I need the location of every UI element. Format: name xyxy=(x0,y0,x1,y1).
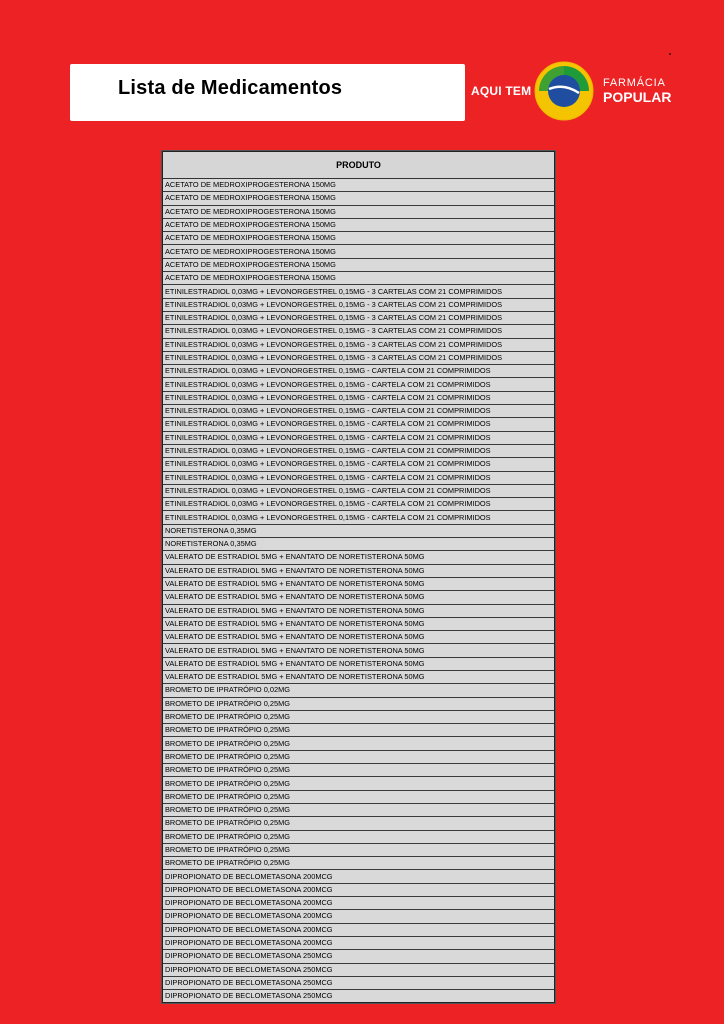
table-cell-produto: ACETATO DE MEDROXIPROGESTERONA 150MG xyxy=(163,272,554,285)
table-row xyxy=(163,644,554,657)
table-cell-produto: ETINILESTRADIOL 0,03MG + LEVONORGESTREL 0,15MG - CARTELA COM 21 COMPRIMIDOS xyxy=(163,458,554,471)
table-row xyxy=(163,471,554,484)
table-row xyxy=(163,484,554,497)
table-cell-produto: VALERATO DE ESTRADIOL 5MG + ENANTATO DE NORETISTERONA 50MG xyxy=(163,577,554,590)
table-cell-produto: VALERATO DE ESTRADIOL 5MG + ENANTATO DE NORETISTERONA 50MG xyxy=(163,617,554,630)
table-row xyxy=(163,617,554,630)
table-cell-produto: BROMETO DE IPRATRÓPIO 0,25MG xyxy=(163,724,554,737)
table-row xyxy=(163,857,554,870)
table-row xyxy=(163,551,554,564)
table-row xyxy=(163,684,554,697)
table-cell-produto: DIPROPIONATO DE BECLOMETASONA 200MCG xyxy=(163,923,554,936)
table-row xyxy=(163,524,554,537)
table-row xyxy=(163,245,554,258)
table-row xyxy=(163,391,554,404)
table-row xyxy=(163,990,554,1003)
table-cell-produto: BROMETO DE IPRATRÓPIO 0,02MG xyxy=(163,684,554,697)
table-row xyxy=(163,670,554,683)
farmacia-popular-logo-icon xyxy=(534,61,594,121)
table-row xyxy=(163,710,554,723)
table-cell-produto: DIPROPIONATO DE BECLOMETASONA 250MCG xyxy=(163,990,554,1003)
table-cell-produto: ACETATO DE MEDROXIPROGESTERONA 150MG xyxy=(163,192,554,205)
table-cell-produto: VALERATO DE ESTRADIOL 5MG + ENANTATO DE NORETISTERONA 50MG xyxy=(163,644,554,657)
table-row xyxy=(163,777,554,790)
table-cell-produto: ACETATO DE MEDROXIPROGESTERONA 150MG xyxy=(163,258,554,271)
table-cell-produto: ETINILESTRADIOL 0,03MG + LEVONORGESTREL 0,15MG - CARTELA COM 21 COMPRIMIDOS xyxy=(163,431,554,444)
table-cell-produto: ACETATO DE MEDROXIPROGESTERONA 150MG xyxy=(163,218,554,231)
table-cell-produto: DIPROPIONATO DE BECLOMETASONA 250MCG xyxy=(163,963,554,976)
table-cell-produto: BROMETO DE IPRATRÓPIO 0,25MG xyxy=(163,737,554,750)
table-row xyxy=(163,591,554,604)
table-cell-produto: VALERATO DE ESTRADIOL 5MG + ENANTATO DE NORETISTERONA 50MG xyxy=(163,657,554,670)
table-cell-produto: VALERATO DE ESTRADIOL 5MG + ENANTATO DE NORETISTERONA 50MG xyxy=(163,591,554,604)
table-row xyxy=(163,910,554,923)
table-row xyxy=(163,577,554,590)
table-cell-produto: BROMETO DE IPRATRÓPIO 0,25MG xyxy=(163,710,554,723)
table-row xyxy=(163,830,554,843)
table-cell-produto: ETINILESTRADIOL 0,03MG + LEVONORGESTREL 0,15MG - CARTELA COM 21 COMPRIMIDOS xyxy=(163,471,554,484)
table-row xyxy=(163,870,554,883)
table-row xyxy=(163,365,554,378)
table-row xyxy=(163,511,554,524)
table-cell-produto: ETINILESTRADIOL 0,03MG + LEVONORGESTREL 0,15MG - 3 CARTELAS COM 21 COMPRIMIDOS xyxy=(163,325,554,338)
table-row xyxy=(163,311,554,324)
table-cell-produto: VALERATO DE ESTRADIOL 5MG + ENANTATO DE NORETISTERONA 50MG xyxy=(163,670,554,683)
table-row xyxy=(163,458,554,471)
table-row xyxy=(163,192,554,205)
table-row xyxy=(163,272,554,285)
table-cell-produto: DIPROPIONATO DE BECLOMETASONA 200MCG xyxy=(163,936,554,949)
table-cell-produto: ACETATO DE MEDROXIPROGESTERONA 150MG xyxy=(163,232,554,245)
table-cell-produto: BROMETO DE IPRATRÓPIO 0,25MG xyxy=(163,777,554,790)
table-cell-produto: ETINILESTRADIOL 0,03MG + LEVONORGESTREL 0,15MG - CARTELA COM 21 COMPRIMIDOS xyxy=(163,484,554,497)
table-row xyxy=(163,405,554,418)
table-cell-produto: ACETATO DE MEDROXIPROGESTERONA 150MG xyxy=(163,205,554,218)
table-row xyxy=(163,950,554,963)
table-cell-produto: BROMETO DE IPRATRÓPIO 0,25MG xyxy=(163,764,554,777)
table-cell-produto: VALERATO DE ESTRADIOL 5MG + ENANTATO DE NORETISTERONA 50MG xyxy=(163,551,554,564)
table-cell-produto: BROMETO DE IPRATRÓPIO 0,25MG xyxy=(163,843,554,856)
table-cell-produto: DIPROPIONATO DE BECLOMETASONA 250MCG xyxy=(163,950,554,963)
table-cell-produto: BROMETO DE IPRATRÓPIO 0,25MG xyxy=(163,790,554,803)
table-row xyxy=(163,232,554,245)
table-row xyxy=(163,604,554,617)
table-cell-produto: ETINILESTRADIOL 0,03MG + LEVONORGESTREL 0,15MG - CARTELA COM 21 COMPRIMIDOS xyxy=(163,365,554,378)
table-row xyxy=(163,631,554,644)
table-cell-produto: VALERATO DE ESTRADIOL 5MG + ENANTATO DE NORETISTERONA 50MG xyxy=(163,604,554,617)
column-header-produto: PRODUTO xyxy=(163,152,554,179)
brand-word-popular: POPULAR xyxy=(603,89,672,105)
table-cell-produto: DIPROPIONATO DE BECLOMETASONA 200MCG xyxy=(163,870,554,883)
table-row xyxy=(163,338,554,351)
table-row xyxy=(163,803,554,816)
decorative-dot xyxy=(669,53,671,55)
table-cell-produto: ETINILESTRADIOL 0,03MG + LEVONORGESTREL 0,15MG - 3 CARTELAS COM 21 COMPRIMIDOS xyxy=(163,298,554,311)
table-row xyxy=(163,564,554,577)
table-row xyxy=(163,431,554,444)
table-row xyxy=(163,205,554,218)
brand-word-farmacia: FARMÁCIA xyxy=(603,77,666,89)
table-row xyxy=(163,897,554,910)
table-cell-produto: ETINILESTRADIOL 0,03MG + LEVONORGESTREL 0,15MG - CARTELA COM 21 COMPRIMIDOS xyxy=(163,444,554,457)
table-cell-produto: BROMETO DE IPRATRÓPIO 0,25MG xyxy=(163,697,554,710)
table-cell-produto: ETINILESTRADIOL 0,03MG + LEVONORGESTREL 0,15MG - 3 CARTELAS COM 21 COMPRIMIDOS xyxy=(163,285,554,298)
table-cell-produto: ETINILESTRADIOL 0,03MG + LEVONORGESTREL 0,15MG - 3 CARTELAS COM 21 COMPRIMIDOS xyxy=(163,351,554,364)
table-cell-produto: DIPROPIONATO DE BECLOMETASONA 200MCG xyxy=(163,883,554,896)
table-cell-produto: NORETISTERONA 0,35MG xyxy=(163,524,554,537)
table-cell-produto: DIPROPIONATO DE BECLOMETASONA 200MCG xyxy=(163,897,554,910)
title-box xyxy=(70,64,465,121)
table-row xyxy=(163,750,554,763)
table-row xyxy=(163,843,554,856)
table-row xyxy=(163,737,554,750)
table-cell-produto: VALERATO DE ESTRADIOL 5MG + ENANTATO DE NORETISTERONA 50MG xyxy=(163,564,554,577)
table-row xyxy=(163,817,554,830)
medication-table xyxy=(162,151,555,1003)
table-cell-produto: ETINILESTRADIOL 0,03MG + LEVONORGESTREL 0,15MG - CARTELA COM 21 COMPRIMIDOS xyxy=(163,378,554,391)
table-cell-produto: ETINILESTRADIOL 0,03MG + LEVONORGESTREL 0,15MG - CARTELA COM 21 COMPRIMIDOS xyxy=(163,418,554,431)
table-cell-produto: BROMETO DE IPRATRÓPIO 0,25MG xyxy=(163,750,554,763)
table-row xyxy=(163,418,554,431)
table-row xyxy=(163,883,554,896)
table-row xyxy=(163,285,554,298)
table-row xyxy=(163,325,554,338)
table-row xyxy=(163,976,554,989)
table-row xyxy=(163,378,554,391)
table-cell-produto: ETINILESTRADIOL 0,03MG + LEVONORGESTREL 0,15MG - CARTELA COM 21 COMPRIMIDOS xyxy=(163,405,554,418)
table-cell-produto: BROMETO DE IPRATRÓPIO 0,25MG xyxy=(163,830,554,843)
table-row xyxy=(163,538,554,551)
table-cell-produto: NORETISTERONA 0,35MG xyxy=(163,538,554,551)
table-cell-produto: ETINILESTRADIOL 0,03MG + LEVONORGESTREL 0,15MG - CARTELA COM 21 COMPRIMIDOS xyxy=(163,511,554,524)
table-row xyxy=(163,351,554,364)
table-cell-produto: BROMETO DE IPRATRÓPIO 0,25MG xyxy=(163,857,554,870)
table-row xyxy=(163,218,554,231)
table-row xyxy=(163,724,554,737)
page-title: Lista de Medicamentos xyxy=(118,77,343,99)
table-cell-produto: DIPROPIONATO DE BECLOMETASONA 250MCG xyxy=(163,976,554,989)
table-cell-produto: BROMETO DE IPRATRÓPIO 0,25MG xyxy=(163,803,554,816)
aqui-tem-label: AQUI TEM xyxy=(471,84,532,98)
table-row xyxy=(163,790,554,803)
table-row xyxy=(163,963,554,976)
table-row xyxy=(163,258,554,271)
table-row xyxy=(163,444,554,457)
table-cell-produto: VALERATO DE ESTRADIOL 5MG + ENANTATO DE NORETISTERONA 50MG xyxy=(163,631,554,644)
table-cell-produto: ETINILESTRADIOL 0,03MG + LEVONORGESTREL 0,15MG - 3 CARTELAS COM 21 COMPRIMIDOS xyxy=(163,311,554,324)
table-cell-produto: BROMETO DE IPRATRÓPIO 0,25MG xyxy=(163,817,554,830)
table-cell-produto: DIPROPIONATO DE BECLOMETASONA 200MCG xyxy=(163,910,554,923)
table-row xyxy=(163,764,554,777)
table-cell-produto: ACETATO DE MEDROXIPROGESTERONA 150MG xyxy=(163,245,554,258)
table-row xyxy=(163,179,554,192)
table-cell-produto: ETINILESTRADIOL 0,03MG + LEVONORGESTREL 0,15MG - CARTELA COM 21 COMPRIMIDOS xyxy=(163,498,554,511)
table-row xyxy=(163,936,554,949)
table-cell-produto: ACETATO DE MEDROXIPROGESTERONA 150MG xyxy=(163,179,554,192)
table-row xyxy=(163,298,554,311)
table-cell-produto: ETINILESTRADIOL 0,03MG + LEVONORGESTREL 0,15MG - 3 CARTELAS COM 21 COMPRIMIDOS xyxy=(163,338,554,351)
table-row xyxy=(163,697,554,710)
table-row xyxy=(163,923,554,936)
table-row xyxy=(163,657,554,670)
table-cell-produto: ETINILESTRADIOL 0,03MG + LEVONORGESTREL 0,15MG - CARTELA COM 21 COMPRIMIDOS xyxy=(163,391,554,404)
table-row xyxy=(163,498,554,511)
